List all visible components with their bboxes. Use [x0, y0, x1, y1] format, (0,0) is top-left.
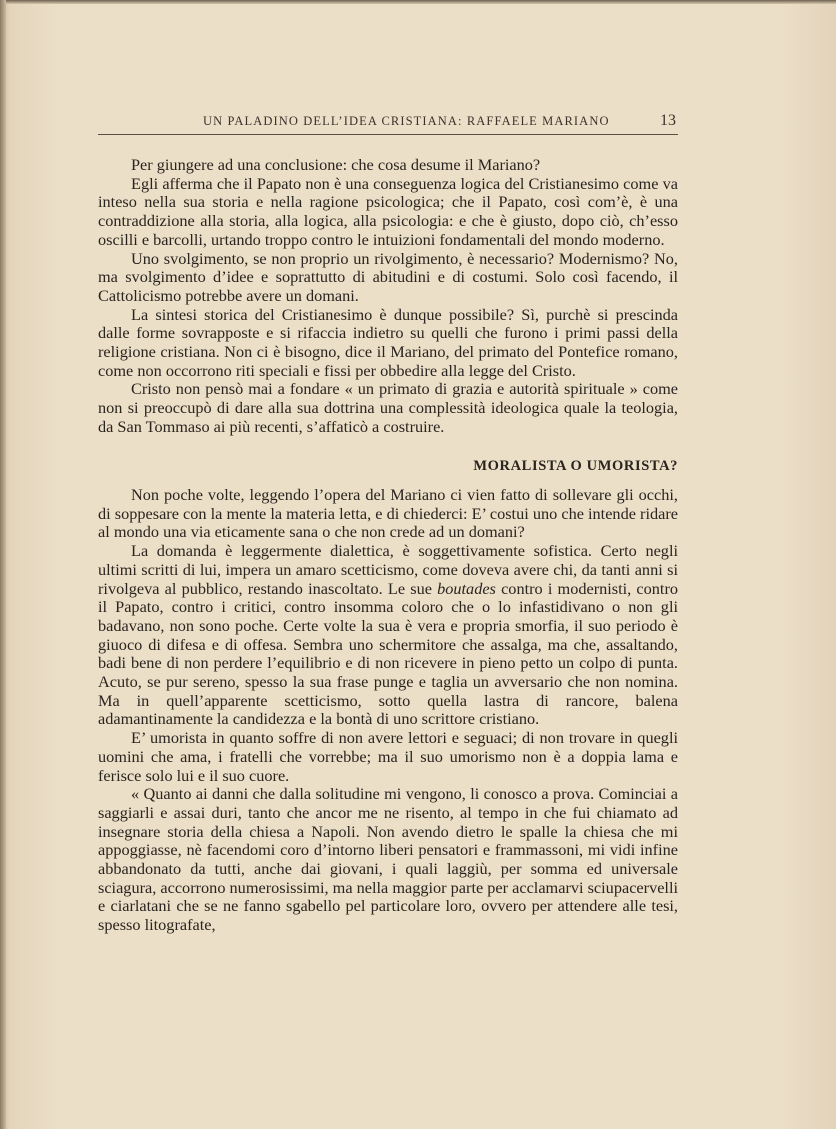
- paragraph: « Quanto ai danni che dalla solitudine mi vengono, li conosco a prova. Cominciai a saggiarli e assai duri, tanto che ancor me ne risento, al tempo in che fui chiamato ad insegnare storia della chiesa a Napoli. Non avendo dietro le spalle la chiesa che mi appoggiasse, nè facendomi coro d’intorno liberi pensatori e frammassoni, mi vidi infine abbandonato da tutti, anche dai giovani, i quali laggiù, per somma ed universale sciagura, accorrono numerosissimi, ma nella maggior parte per acclamarvi sciupacervelli e ciarlatani che se ne fanno sgabello pel particolare loro, ovvero per attendere alle tesi, spesso litografate,: [98, 784, 679, 935]
- paragraph: [98, 542, 678, 729]
- page-number: 13: [660, 112, 676, 129]
- paragraph: E’ umorista in quanto soffre di non avere lettori e seguaci; di non trovare in quegli uomini che ama, i fratelli che vorrebbe; ma il suo umorismo non è a doppia lama e ferisce solo lui e il suo cuore.: [98, 728, 678, 785]
- running-header: [98, 112, 678, 135]
- paragraph: Non poche volte, leggendo l’opera del Mariano ci vien fatto di sollevare gli occhi, di soppesare con la mente la materia letta, e di chiederci: E’ costui uno che intende ridare al mondo una via eticamente sana o che non crede ad un domani?: [98, 485, 678, 542]
- running-title: UN PALADINO DELL’IDEA CRISTIANA: RAFFAELE MARIANO: [203, 114, 610, 128]
- italic-term: boutades: [437, 578, 496, 598]
- paragraph-text: contro i modernisti, contro il Papato, contro i critici, contro insomma coloro che o lo infastidivano o non gli badavano, non sono poche. Certe volte la sua è vera e propria smorfia, il suo periodo è giuoco di difesa e di offesa. Sembra uno schermitore che assalga, ma che, assaltando, badi bene di non perdere l’equilibrio e di non ricevere in pieno petto un colpo di punta. Acuto, se pur sereno, spesso la sua frase punge e taglia un avversario che non nomina. Ma in quell’apparente scetticismo, sotto quella lastra di rancore, balena adamantinamente la candidezza e la bontà di uno scrittore cristiano.: [98, 578, 679, 729]
- section-heading: MORALISTA O UMORISTA?: [473, 458, 678, 474]
- paragraph: Uno svolgimento, se non proprio un rivolgimento, è necessario? Modernismo? No, ma svolgimento d’idee e soprattutto di abitudini e di costumi. Solo così facendo, il Cattolicismo potrebbe avere un domani.: [98, 248, 678, 305]
- page-top-edge: [0, 0, 836, 4]
- paragraph: Cristo non pensò mai a fondare « un primato di grazia e autorità spirituale » come non si preoccupò di dare alla sua dottrina una complessità ideologica quale la teologia, da San Tommaso ai più recenti, s’affaticò a costruire.: [98, 379, 678, 436]
- paragraph: Egli afferma che il Papato non è una conseguenza logica del Cristianesimo come va inteso nella sua storia e nella ragione psicologica; che il Papato, così com’è, è una contraddizione alla storia, alla logica, alla psicologia: e che è giusto, dopo ciò, ch’esso oscilli e barcolli, urtando troppo contro le intuizioni fondamentali del mondo moderno.: [98, 173, 678, 249]
- paragraph: Per giungere ad una conclusione: che cosa desume il Mariano?: [131, 155, 541, 174]
- paragraph: La sintesi storica del Cristianesimo è dunque possibile? Sì, purchè si prescinda dalle forme sovrapposte e si rifaccia indietro su quelli che furono i primi passi della religione cristiana. Non ci è bisogno, dice il Mariano, del primato del Pontefice romano, come non occorrono riti speciali e fissi per obbedire alla legge del Cristo.: [98, 304, 678, 380]
- section-one-text: [98, 156, 678, 437]
- page-binding-edge: [0, 0, 6, 1129]
- paragraph-text: La domanda è leggermente dialettica, è soggettivamente sofistica. Certo negli ultimi scritti di lui, impera un amaro scetticismo, come doveva avere chi, da tanti anni si rivolgeva al pubblico, restando inascoltato. Le sue: [98, 541, 678, 598]
- section-two-text: [98, 486, 678, 935]
